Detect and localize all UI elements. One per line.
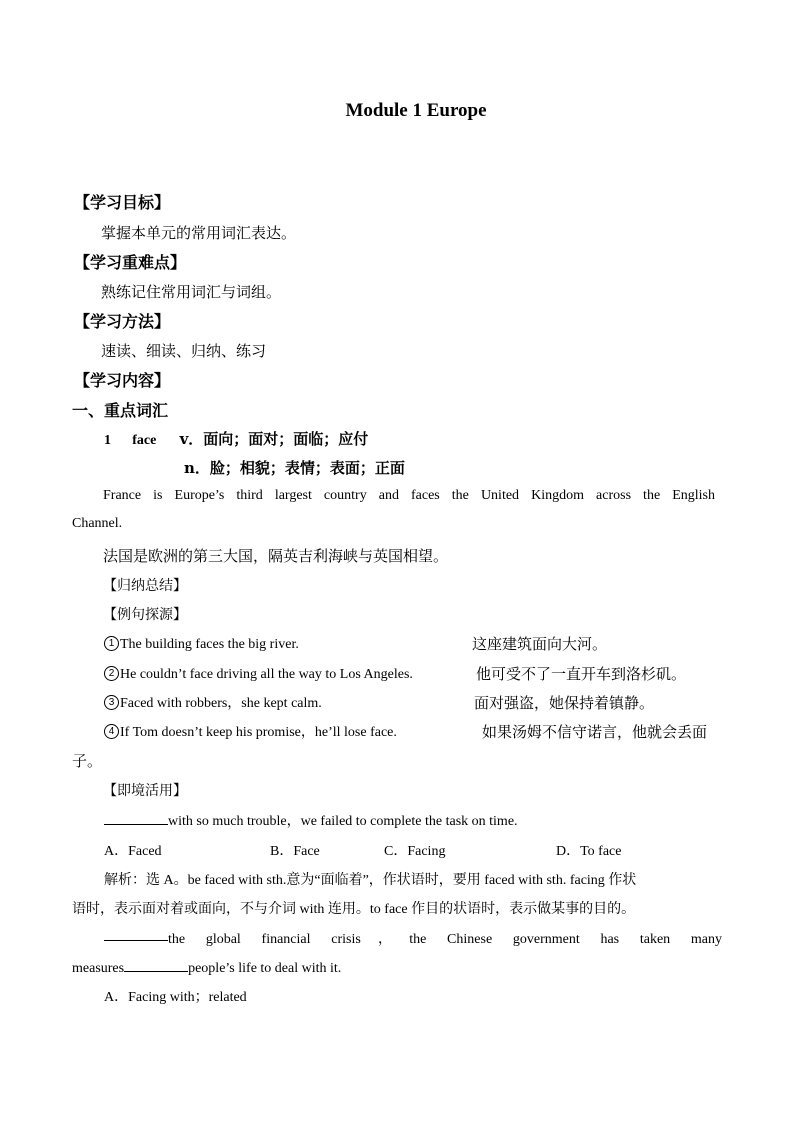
sentence-en: The building faces the big river. — [120, 637, 299, 652]
answer-blank[interactable] — [124, 959, 188, 972]
sentence-en: Faced with robbers，she kept calm. — [120, 696, 322, 711]
question-2-line1 — [104, 928, 722, 948]
number-badge: 4 — [104, 724, 119, 739]
source-label: 【例句探源】 — [103, 607, 187, 623]
answer-blank[interactable] — [104, 812, 168, 825]
answer-blank[interactable] — [104, 928, 168, 941]
sentence-3-cn: 面对强盗，她保持着镇静。 — [474, 694, 655, 712]
summary-label: 【归纳总结】 — [103, 578, 187, 594]
question-2-option-a: A．Facing with；related — [104, 990, 247, 1005]
analysis-line1: 解析：选 A。be faced with sth.意为“面临着”，作状语时，要用 faced with sth. facing 作状 — [104, 873, 637, 888]
key-body: 熟练记住常用词汇与词组。 — [101, 283, 282, 301]
entry-word: face — [132, 433, 157, 448]
example-en-line2: Channel. — [72, 516, 123, 531]
content-heading: 【学习内容】 — [74, 371, 171, 390]
option-d: D．To face — [556, 844, 622, 859]
question-1-stem — [104, 810, 518, 830]
question-text-post: people’s life to deal with it. — [188, 961, 342, 976]
example-cn: 法国是欧洲的第三大国，隔英吉利海峡与英国相望。 — [103, 547, 449, 565]
key-heading: 【学习重难点】 — [74, 253, 187, 272]
number-badge: 1 — [104, 636, 119, 651]
method-heading: 【学习方法】 — [74, 312, 171, 331]
sentence-1 — [104, 633, 299, 653]
number-badge: 3 — [104, 695, 119, 710]
sentence-en: He couldn’t face driving all the way to Los Angeles. — [120, 667, 413, 682]
apply-label: 【即境活用】 — [103, 783, 187, 799]
number-badge: 2 — [104, 666, 119, 681]
sentence-2-cn: 他可受不了一直开车到洛杉矶。 — [476, 665, 687, 683]
question-2-line2 — [72, 957, 341, 977]
option-a: A．Faced — [104, 844, 162, 859]
sentence-en: If Tom doesn’t keep his promise，he’ll lose face. — [120, 725, 397, 740]
entry-noun-def: n．脸；相貌；表情；表面；正面 — [184, 459, 405, 477]
sentence-4-cn: 如果汤姆不信守诺言，他就会丢面 — [482, 723, 708, 741]
example-en-line1: France is Europe’s third largest country and faces the United Kingdom across the English — [103, 488, 715, 503]
method-body: 速读、细读、归纳、练习 — [101, 342, 267, 360]
goal-body: 掌握本单元的常用词汇表达。 — [101, 224, 297, 242]
vocab-heading: 一、重点词汇 — [72, 401, 169, 420]
sentence-2 — [104, 663, 413, 683]
question-text: with so much trouble，we failed to complete the task on time. — [168, 814, 518, 829]
sentence-1-cn: 这座建筑面向大河。 — [472, 635, 608, 653]
question-text: the global financial crisis，the Chinese government has taken many — [168, 932, 722, 947]
analysis-line2: 语时，表示面对着或面向，不与介词 with 连用。to face 作目的状语时，表示做某事的目的。 — [72, 902, 636, 917]
entry-line-verb — [104, 428, 368, 449]
entry-number: 1 — [104, 433, 111, 448]
question-text-pre: measures — [72, 961, 125, 976]
sentence-4-cn-wrap: 子。 — [72, 752, 103, 770]
option-c: C．Facing — [384, 844, 446, 859]
option-b: B．Face — [270, 844, 320, 859]
page-title: Module 1 Europe — [345, 100, 487, 121]
sentence-4 — [104, 721, 397, 741]
entry-verb-def: v．面向；面对；面临；应付 — [179, 430, 369, 448]
goal-heading: 【学习目标】 — [74, 193, 171, 212]
sentence-3 — [104, 692, 322, 712]
